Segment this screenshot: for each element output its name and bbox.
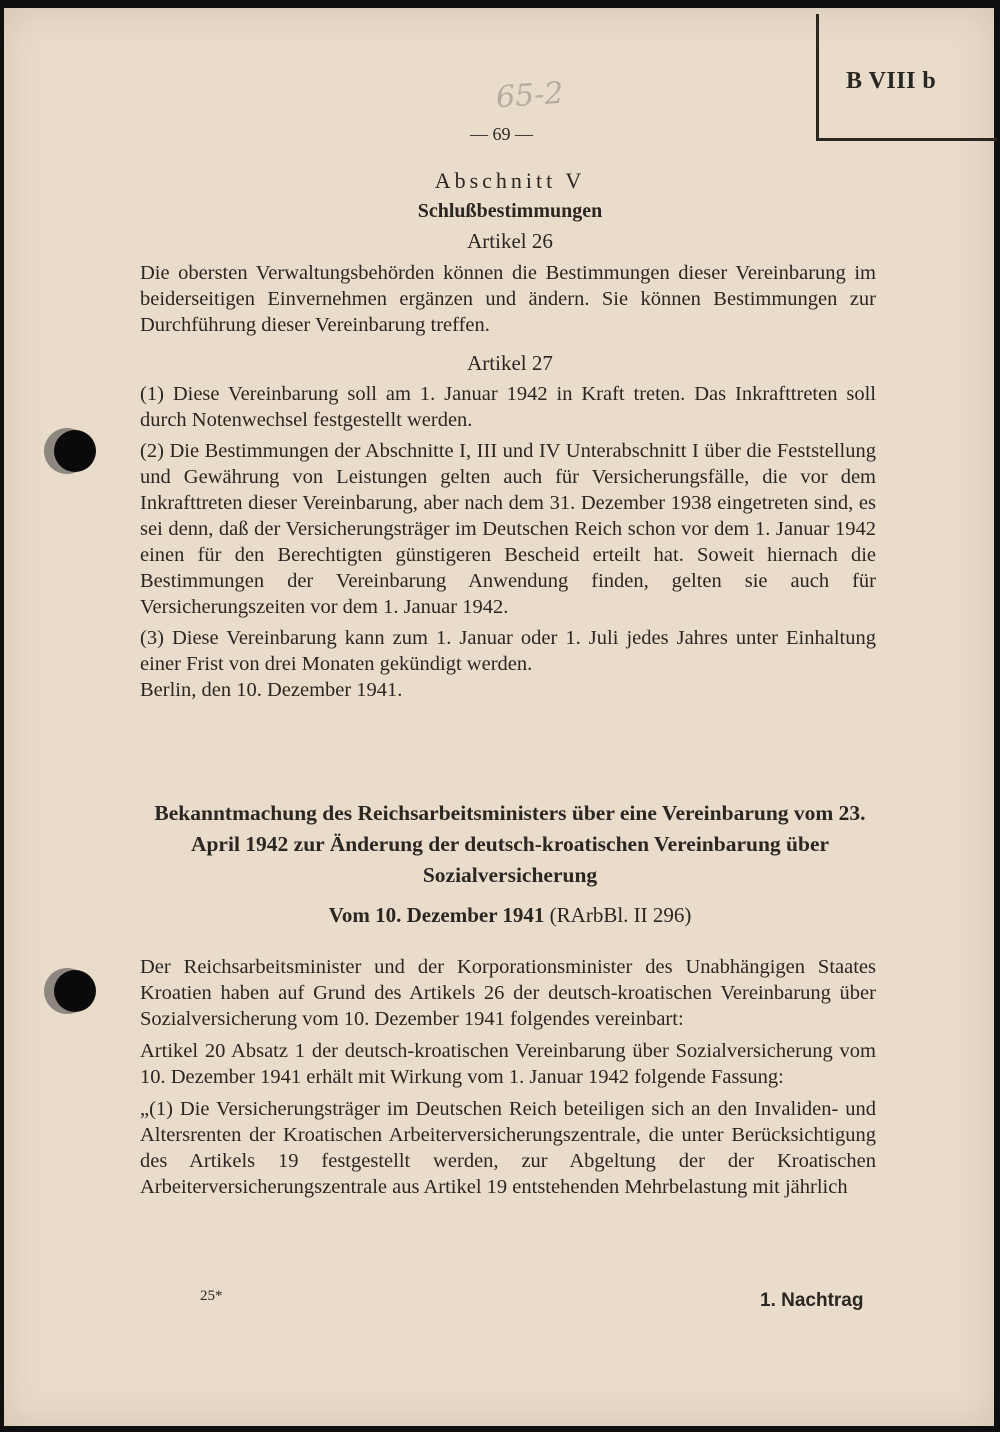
article-27-title: Artikel 27 xyxy=(467,351,553,375)
announcement-reference: (RArbBl. II 296) xyxy=(544,903,692,927)
section-heading: Abschnitt V xyxy=(434,168,586,193)
document-page xyxy=(4,8,994,1426)
article-26-text xyxy=(140,260,876,338)
article-26-paragraph: Die obersten Verwaltungsbehörden können die Bestimmungen dieser Vereinbarung im beiderseitigen Einvernehmen ergänzen und ändern. Sie können Bestimmungen zur Durchführung dieser Vereinbarung treffen. xyxy=(140,262,876,336)
punch-hole-top xyxy=(54,430,96,472)
article-27-text xyxy=(140,381,876,703)
announcement-date: Vom 10. Dezember 1941 xyxy=(328,903,545,927)
announcement-title: Bekanntmachung des Reichsarbeitsministers über eine Vereinbarung vom 23. April 1942 zur Änderung der deutsch-kroatischen Vereinbarung über Sozialversicherung xyxy=(154,801,866,887)
announcement-paragraph-3: „(1) Die Versicherungsträger im Deutschen Reich beteiligen sich an den Invaliden- und Altersrenten der Kroatischen Arbeiterversicherungszentrale, die unter Berücksichtigung des Artikels 19 festgestellt werden, zur Abgeltung der der Kroatischen Arbeiterversicherungszentrale aus Artikel 19 entstehenden Mehrbelastung mit jährlich xyxy=(140,1098,876,1198)
announcement-paragraph-2: Artikel 20 Absatz 1 der deutsch-kroatischen Vereinbarung über Sozialversicherung vom 10. Dezember 1941 erhält mit Wirkung vom 1. Januar 1942 folgende Fassung: xyxy=(140,1040,876,1088)
punch-hole-bottom xyxy=(54,970,96,1012)
reference-code: B VIII b xyxy=(846,68,937,94)
signoff-line: Berlin, den 10. Dezember 1941. xyxy=(140,679,403,701)
signature-mark: 25* xyxy=(200,1288,223,1304)
announcement-date-line xyxy=(140,903,880,928)
article-27-paragraph-2: (2) Die Bestimmungen der Abschnitte I, III und IV Unterabschnitt I über die Feststellung und Gewährung von Leistungen gelten auch für Versicherungsfälle, die vor dem Inkrafttreten dieser Vereinbarung, aber nach dem 31. Dezember 1938 eingetreten sind, es sei denn, daß der Versicherungsträger im Deutschen Reich schon vor dem 1. Januar 1942 einen für den Berechtigten günstigeren Bescheid erteilt hat. Soweit hiernach die Bestimmungen der Vereinbarung Anwendung finden, gelten sie auch für Versicherungszeiten vor dem 1. Januar 1942. xyxy=(140,440,876,618)
article-27-paragraph-3: (3) Diese Vereinbarung kann zum 1. Januar oder 1. Juli jedes Jahres unter Einhaltung einer Frist von drei Monaten gekündigt werden. xyxy=(140,627,876,675)
announcement-body xyxy=(140,954,876,1200)
article-26-title: Artikel 26 xyxy=(467,229,553,253)
announcement-paragraph-1: Der Reichsarbeitsminister und der Korporationsminister des Unabhängigen Staates Kroatien haben auf Grund des Artikels 26 der deutsch-kroatischen Vereinbarung über Sozialversicherung vom 10. Dezember 1941 folgendes vereinbart: xyxy=(140,956,876,1030)
section-subheading: Schlußbestimmungen xyxy=(417,200,603,222)
article-27-paragraph-1: (1) Diese Vereinbarung soll am 1. Januar 1942 in Kraft treten. Das Inkrafttreten soll durch Notenwechsel festgestellt werden. xyxy=(140,383,876,431)
supplement-label: 1. Nachtrag xyxy=(760,1290,864,1311)
announcement-title-block xyxy=(140,798,880,891)
handwritten-note: 65-2 xyxy=(494,75,565,116)
page-number: — 69 — xyxy=(470,124,533,144)
